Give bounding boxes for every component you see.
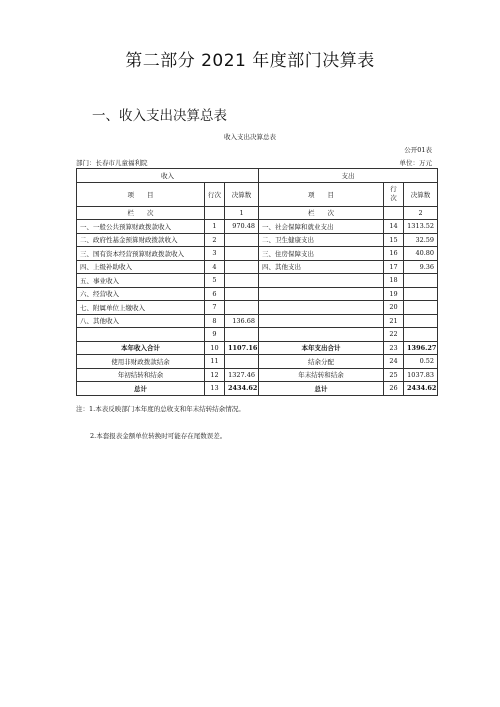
- col-header-row-left: 行次: [205, 182, 225, 206]
- income-item: 六、经营收入: [77, 287, 205, 301]
- col-header-item-right: 项 目: [259, 182, 384, 206]
- expense-item: [259, 287, 384, 301]
- summary-expense-item: 总计: [259, 382, 384, 396]
- col-header-amount-right: 决算数: [404, 182, 438, 206]
- index-num-right: 2: [404, 206, 438, 220]
- index-row-left-empty: [205, 206, 225, 220]
- income-amount: [225, 301, 259, 315]
- summary-expense-row-number: 23: [384, 341, 404, 355]
- table-row: [77, 274, 438, 288]
- income-group-header: 收入: [77, 169, 259, 183]
- summary-income-amount: [225, 355, 259, 369]
- expense-row-number: 14: [384, 220, 404, 234]
- income-item: 二、政府性基金预算财政拨款收入: [77, 233, 205, 247]
- income-amount: [225, 274, 259, 288]
- expense-item: 三、住房保障支出: [259, 247, 384, 261]
- income-amount: [225, 287, 259, 301]
- income-item: 四、上级补助收入: [77, 260, 205, 274]
- summary-row: [77, 355, 438, 369]
- index-label-right: 栏 次: [259, 206, 384, 220]
- table-caption: 收入支出决算总表: [224, 133, 276, 141]
- table-row: [77, 260, 438, 274]
- summary-income-item: 使用非财政拨款结余: [77, 355, 205, 369]
- table-row: [77, 328, 438, 342]
- summary-expense-item: 本年支出合计: [259, 341, 384, 355]
- index-num-left: 1: [225, 206, 259, 220]
- income-amount: [225, 260, 259, 274]
- summary-income-row-number: 10: [205, 341, 225, 355]
- expense-row-number: 19: [384, 287, 404, 301]
- table-row: [77, 220, 438, 234]
- summary-expense-amount: 2434.62: [404, 382, 438, 396]
- summary-expense-row-number: 24: [384, 355, 404, 369]
- expense-amount: 9.36: [404, 260, 438, 274]
- income-row-number: 5: [205, 274, 225, 288]
- table-row: [77, 287, 438, 301]
- expense-group-header: 支出: [259, 169, 438, 183]
- expense-amount: [404, 301, 438, 315]
- income-row-number: 8: [205, 314, 225, 328]
- summary-income-amount: 1107.16: [225, 341, 259, 355]
- expense-item: 一、社会保障和就业支出: [259, 220, 384, 234]
- income-row-number: 1: [205, 220, 225, 234]
- expense-row-number: 17: [384, 260, 404, 274]
- income-item: 三、国有资本经营预算财政拨款收入: [77, 247, 205, 261]
- table-row: [77, 314, 438, 328]
- summary-expense-row-number: 26: [384, 382, 404, 396]
- expense-row-number: 20: [384, 301, 404, 315]
- income-row-number: 6: [205, 287, 225, 301]
- expense-amount: [404, 328, 438, 342]
- summary-row: [77, 382, 438, 396]
- income-item: 一、一般公共预算财政拨款收入: [77, 220, 205, 234]
- index-row-right-empty: [384, 206, 404, 220]
- expense-amount: [404, 274, 438, 288]
- department-label: 部门：长春市儿童福利院: [76, 159, 148, 167]
- income-row-number: 2: [205, 233, 225, 247]
- table-row: [77, 247, 438, 261]
- unit-label: 单位：万元: [399, 159, 432, 167]
- summary-expense-item: 年末结转和结余: [259, 368, 384, 382]
- table-row: [77, 233, 438, 247]
- income-expense-table: [76, 168, 438, 396]
- section-heading: 一、收入支出决算总表: [92, 108, 227, 124]
- col-header-amount-left: 决算数: [225, 182, 259, 206]
- income-item: 八、其他收入: [77, 314, 205, 328]
- summary-income-row-number: 12: [205, 368, 225, 382]
- income-item: [77, 328, 205, 342]
- summary-income-amount: 1327.46: [225, 368, 259, 382]
- expense-row-number: 15: [384, 233, 404, 247]
- expense-amount: [404, 287, 438, 301]
- index-label-left: 栏 次: [77, 206, 205, 220]
- expense-row-number: 22: [384, 328, 404, 342]
- note-2: 2.本套报表金额单位转换时可能存在尾数误差。: [90, 432, 227, 440]
- summary-income-item: 年初结转和结余: [77, 368, 205, 382]
- expense-amount: 40.80: [404, 247, 438, 261]
- expense-item: [259, 301, 384, 315]
- summary-row: [77, 368, 438, 382]
- summary-expense-amount: 0.52: [404, 355, 438, 369]
- income-row-number: 9: [205, 328, 225, 342]
- summary-income-row-number: 11: [205, 355, 225, 369]
- expense-amount: [404, 314, 438, 328]
- expense-item: [259, 274, 384, 288]
- summary-expense-amount: 1037.83: [404, 368, 438, 382]
- income-amount: [225, 233, 259, 247]
- income-amount: 970.48: [225, 220, 259, 234]
- expense-item: 四、其他支出: [259, 260, 384, 274]
- summary-income-item: 总计: [77, 382, 205, 396]
- summary-income-item: 本年收入合计: [77, 341, 205, 355]
- income-row-number: 4: [205, 260, 225, 274]
- expense-row-number: 18: [384, 274, 404, 288]
- summary-row: [77, 341, 438, 355]
- note-1: 注：1.本表反映部门本年度的总收支和年末结转结余情况。: [76, 405, 245, 413]
- page-title: 第二部分 2021 年度部门决算表: [125, 51, 375, 71]
- summary-expense-item: 结余分配: [259, 355, 384, 369]
- expense-amount: 1313.52: [404, 220, 438, 234]
- income-row-number: 7: [205, 301, 225, 315]
- summary-income-amount: 2434.62: [225, 382, 259, 396]
- income-row-number: 3: [205, 247, 225, 261]
- col-header-row-right: 行 次: [384, 182, 404, 206]
- expense-row-number: 21: [384, 314, 404, 328]
- table-row: [77, 301, 438, 315]
- summary-expense-row-number: 25: [384, 368, 404, 382]
- form-code: 公开01表: [404, 146, 432, 154]
- col-header-item-left: 项 目: [77, 182, 205, 206]
- expense-item: [259, 328, 384, 342]
- income-amount: 136.68: [225, 314, 259, 328]
- expense-row-number: 16: [384, 247, 404, 261]
- income-amount: [225, 247, 259, 261]
- income-amount: [225, 328, 259, 342]
- summary-expense-amount: 1396.27: [404, 341, 438, 355]
- expense-item: 二、卫生健康支出: [259, 233, 384, 247]
- summary-income-row-number: 13: [205, 382, 225, 396]
- income-item: 五、事业收入: [77, 274, 205, 288]
- expense-item: [259, 314, 384, 328]
- income-item: 七、附属单位上缴收入: [77, 301, 205, 315]
- expense-amount: 32.59: [404, 233, 438, 247]
